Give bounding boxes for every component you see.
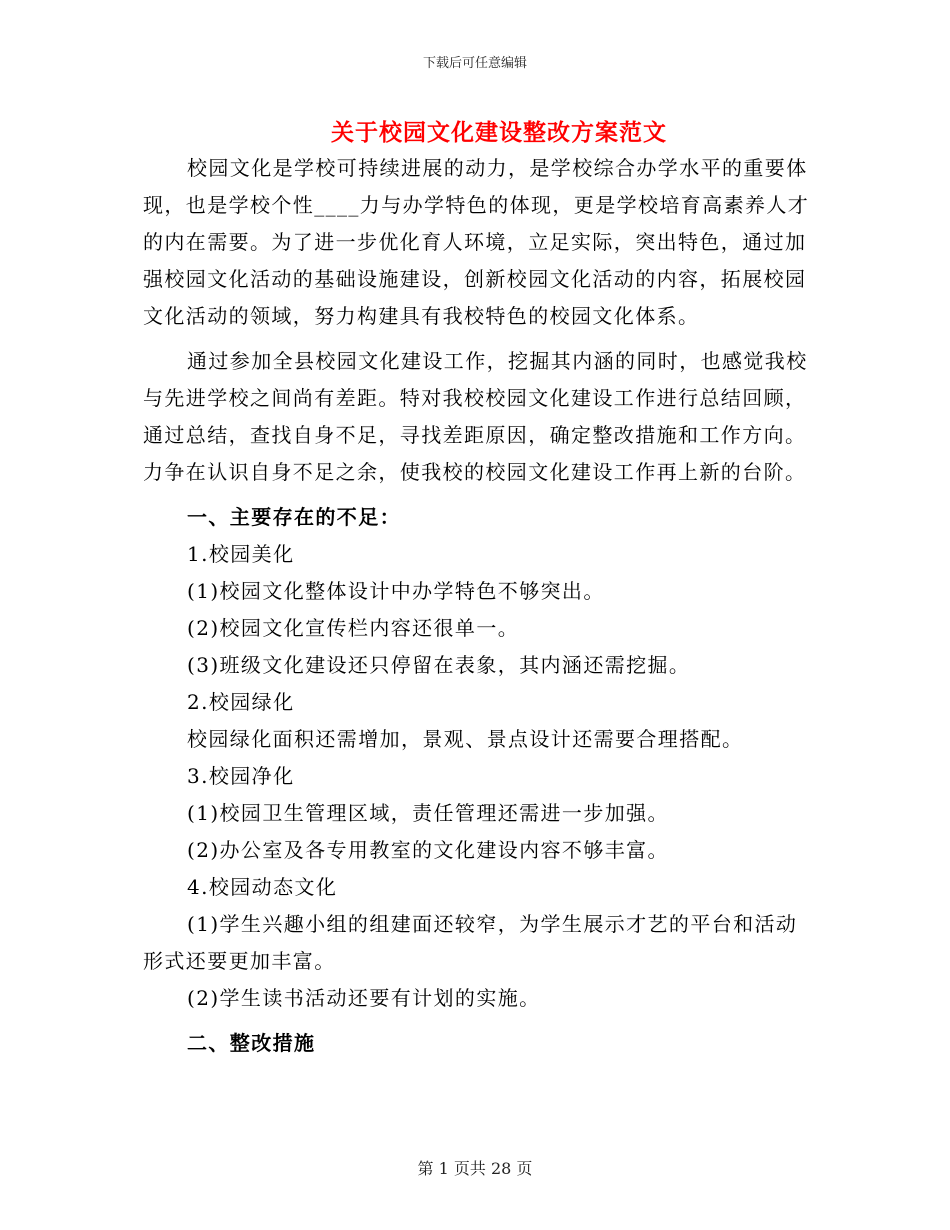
intro-paragraph: 校园文化是学校可持续进展的动力，是学校综合办学水平的重要体现，也是学校个性____力与办学特色的体现，更是学校培育高素养人才的内在需要。为了进一步优化育人环境，立足实际，突出特色，通过加强校园文化活动的基础设施建设，创新校园文化活动的内容，拓展校园文化活动的领域，努力构建具有我校特色的校园文化体系。 (143, 156, 810, 328)
list-item: (2)学生读书活动还要有计划的实施。 (187, 986, 541, 1010)
document-body (143, 150, 811, 1062)
document-title: 关于校园文化建设整改方案范文 (331, 119, 667, 146)
subsection-title: 1.校园美化 (187, 542, 295, 566)
review-paragraph: 通过参加全县校园文化建设工作，挖掘其内涵的同时，也感觉我校与先进学校之间尚有差距。特对我校校园文化建设工作进行总结回顾，通过总结，查找自身不足，寻找差距原因，确定整改措施和工作方向。力争在认识自身不足之余，使我校的校园文化建设工作再上新的台阶。 (143, 349, 808, 484)
page-header: 下载后可任意编辑 (422, 56, 527, 71)
list-item: 校园绿化面积还需增加，景观、景点设计还需要合理搭配。 (187, 727, 744, 751)
list-item: (1)校园卫生管理区域，责任管理还需进一步加强。 (187, 801, 669, 825)
list-item: (3)班级文化建设还只停留在表象，其内涵还需挖掘。 (187, 653, 691, 677)
section-heading-shortcomings: 一、主要存在的不足： (187, 505, 401, 529)
list-item: (1)学生兴趣小组的组建面还较窄，为学生展示才艺的平台和活动形式还要更加丰富。 (143, 912, 798, 973)
list-item: (1)校园文化整体设计中办学特色不够突出。 (187, 579, 605, 603)
list-item: (2)校园文化宣传栏内容还很单一。 (187, 616, 520, 640)
list-item: (2)办公室及各专用教室的文化建设内容不够丰富。 (187, 838, 669, 862)
subsection-title: 3.校园净化 (187, 764, 295, 788)
subsection-title: 4.校园动态文化 (187, 875, 338, 899)
subsection-title: 2.校园绿化 (187, 690, 295, 714)
page-footer: 第 1 页共 28 页 (417, 1159, 533, 1178)
section-heading-measures: 二、整改措施 (187, 1031, 316, 1055)
